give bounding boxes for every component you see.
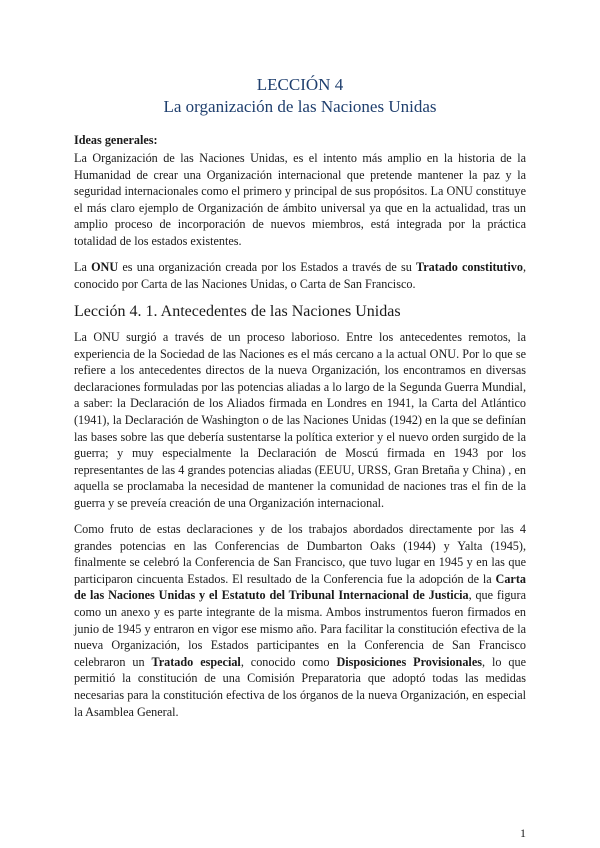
p2-text-d: , conocido como bbox=[240, 654, 337, 669]
lesson-subtitle: La organización de las Naciones Unidas bbox=[163, 97, 437, 116]
onu-text-1: La bbox=[74, 260, 92, 274]
onu-paragraph bbox=[74, 259, 526, 292]
title-block bbox=[0, 74, 600, 118]
p2-bold-carta: Carta de las Naciones Unidas y el Estatuto del Tribunal Internacional de Justicia bbox=[74, 571, 526, 603]
p2-bold-tratado-especial: Tratado especial bbox=[151, 654, 241, 669]
onu-text-3: , conocido por Carta de las Naciones Unidas, o Carta de San Francisco. bbox=[74, 260, 526, 291]
lesson-title: LECCIÓN 4 bbox=[256, 75, 344, 94]
onu-bold-tratado: Tratado constitutivo bbox=[416, 260, 523, 274]
ideas-paragraph: La Organización de las Naciones Unidas, es el intento más amplio en la historia de la Humanidad de crear una Organización internacional que pretende mantener la paz y la seguridad internacionales como el primero y principal de sus propósitos. La ONU constituye el más claro ejemplo de Organización de ámbito universal ya que en la actualidad, tras un amplio proceso de incorporación de nuevos miembros, está integrada por la práctica totalidad de los estados existentes. bbox=[74, 151, 526, 248]
antecedentes-paragraph-1: La ONU surgió a través de un proceso laborioso. Entre los antecedentes remotos, la experiencia de la Sociedad de las Naciones es el más cercano a la actual ONU. Por lo que se refiere a los antecedentes directos de la nueva Organización, los encontramos en diversas declaraciones formuladas por las potencias aliadas a lo largo de la Segunda Guerra Mundial, a saber: la Declaración de los Aliados firmada en Londres en 1941, la Carta del Atlántico (1941), la Declaración de Washington o de las Naciones Unidas (1942) en la que se definían las bases sobre las que debería sustentarse la política exterior y el nuevo orden surgido de la guerra; y muy especialmente la Declaración de Moscú firmada en 1943 por los representantes de las 4 grandes potencias aliadas (EEUU, URSS, Gran Bretaña y China) , en aquella se proclamaba la necesidad de mantener la comunidad de naciones tras el fin de la guerra y se preveía creación de una Organización internacional. bbox=[74, 330, 526, 510]
ideas-label: Ideas generales: bbox=[74, 133, 158, 147]
onu-text-2: es una organización creada por los Estados a través de su bbox=[118, 260, 417, 274]
antecedentes-paragraph-2 bbox=[74, 521, 526, 720]
p2-text-a: Como fruto de estas declaraciones y de los trabajos abordados directamente por las 4 grandes potencias en las Conferencias de Dumbarton Oaks (1944) y Yalta (1945), finalmente se celebró la Conferencia de San Francisco, que tuvo lugar en 1945 y en las que participaron cincuenta Estados. El resultado de la Conferencia fue la adopción de la bbox=[74, 522, 526, 586]
p2-text-c: , que figura como un anexo y es parte integrante de la misma. Ambos instrumentos fueron firmados en junio de 1945 y entraron en vigor ese mismo año. Para facilitar la constitución efectiva de la nueva Organización, los Estados participantes en la Conferencia de San Francisco celebraron un bbox=[74, 588, 526, 669]
onu-bold-onu: ONU bbox=[91, 260, 119, 274]
p2-text-e: , lo que permitió la constitución de una Comisión Preparatoria que adoptó todas las medidas necesarias para la constitución efectiva de los órganos de la nueva Organización, en especial la Asamblea General. bbox=[74, 654, 526, 719]
p2-bold-disposiciones: Disposiciones Provisionales bbox=[336, 654, 482, 669]
section-heading: Lección 4. 1. Antecedentes de las Naciones Unidas bbox=[74, 303, 401, 320]
page-number: 1 bbox=[520, 826, 526, 840]
